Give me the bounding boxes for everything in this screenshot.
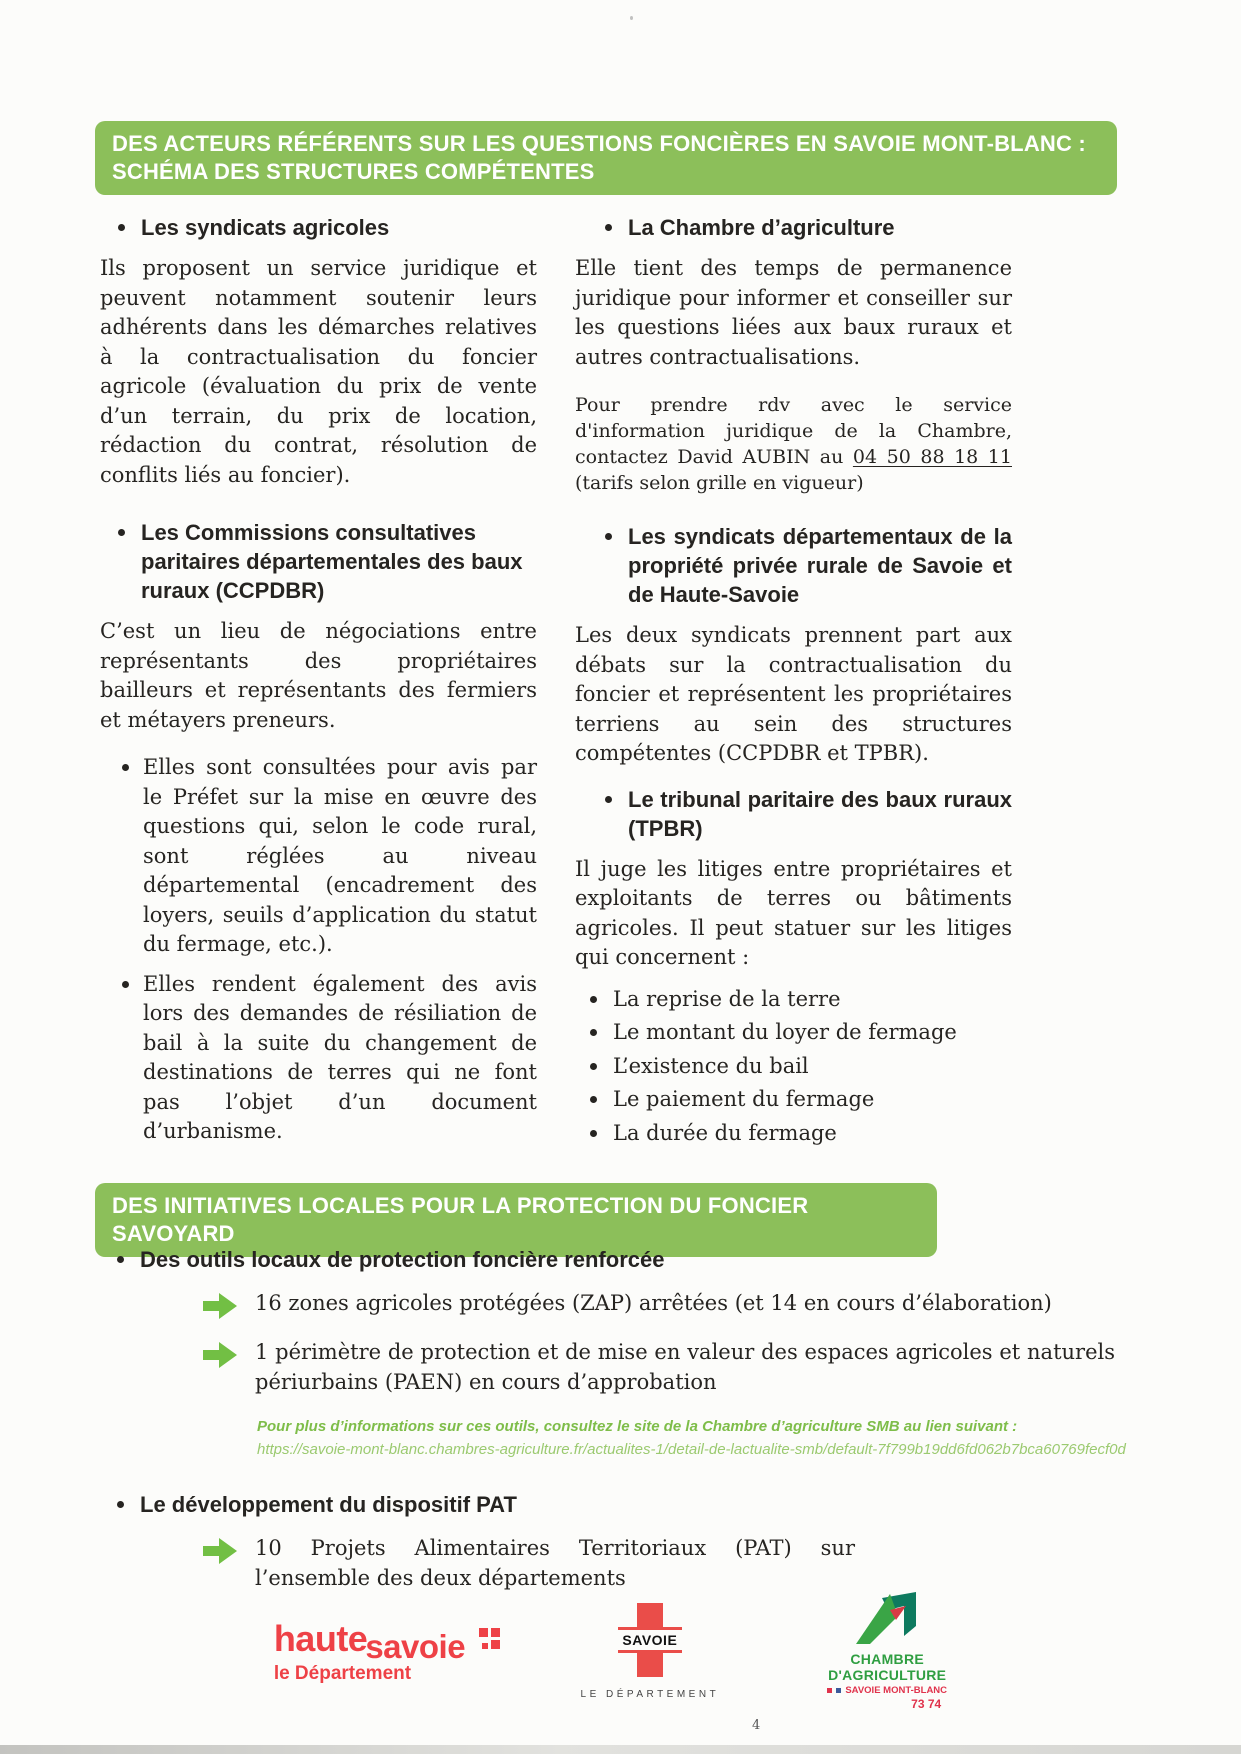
flag-square-icon	[827, 1688, 832, 1693]
paragraph-ccpdbr: C’est un lieu de négociations entre représentants des propriétaires bailleurs et représentants des fermiers et métayers preneurs.	[100, 619, 537, 732]
heading-chambre-agriculture	[575, 213, 1012, 242]
bullet-icon	[590, 996, 597, 1003]
bullet-icon	[605, 224, 612, 231]
bullet-icon	[605, 533, 612, 540]
haute-savoie-logo: hautesavoie le Département	[274, 1618, 493, 1685]
initiatives-section	[95, 1246, 1135, 1611]
footer-logos	[0, 1592, 1241, 1711]
info-link-block	[257, 1415, 1135, 1461]
heading-tpbr	[575, 785, 1012, 843]
two-column-body	[100, 201, 1012, 1157]
haute-savoie-subtitle: le Département	[273, 1663, 412, 1684]
chambre-agriculture-logo	[807, 1592, 967, 1711]
bullet-icon	[118, 224, 125, 231]
list-item: La reprise de la terre	[575, 985, 1012, 1015]
bullet-icon	[590, 1130, 597, 1137]
bullet-icon	[605, 796, 612, 803]
chambre-departments: 73 74	[911, 1697, 942, 1711]
green-arrow-icon	[203, 1342, 237, 1368]
heading-syndicats-agricoles	[100, 213, 537, 242]
paragraph-syndicats-departementaux: Les deux syndicats prennent part aux débats sur la contractualisation du foncier et représentent les propriétaires terriens au sein des structures compétentes (CCPDBR et TPBR).	[575, 623, 1012, 765]
list-item: La durée du fermage	[575, 1119, 1012, 1149]
green-arrow-icon	[203, 1293, 237, 1319]
info-label: Pour plus d’informations sur ces outils, consultez le site de la Chambre d’agriculture SMB au lien suivant :	[257, 1418, 1018, 1435]
heading-text: Le tribunal paritaire des baux ruraux (TPBR)	[628, 786, 1012, 841]
heading-text: Les syndicats agricoles	[141, 215, 390, 240]
paragraph-chambre: Elle tient des temps de permanence juridique pour informer et conseiller sur les questions liées aux baux ruraux et autres contractualisations.	[575, 256, 1012, 369]
scan-bottom-edge	[0, 1745, 1241, 1754]
chambre-wordmark-line1: CHAMBRE	[850, 1651, 925, 1667]
ccpdbr-point-1: Elles sont consultées pour avis par le Préfet sur la mise en œuvre des questions qui, selon le code rural, sont réglées au niveau départemental (encadrement des loyers, seuils d’application du statut du fermage, etc.).	[100, 753, 537, 960]
heading-text: La Chambre d’agriculture	[628, 215, 895, 240]
heading-text: Les Commissions consultatives paritaires départementales des baux ruraux (CCPDBR)	[141, 520, 523, 603]
list-item: Le montant du loyer de fermage	[575, 1018, 1012, 1048]
green-arrow-icon	[203, 1538, 237, 1564]
ccpdbr-point-2: Elles rendent également des avis lors des demandes de résiliation de bail à la suite du changement de destinations de terres qui ne font pas l’objet d’un document d’urbanisme.	[100, 970, 537, 1147]
list-item: L’existence du bail	[575, 1052, 1012, 1082]
bullet-icon	[117, 1256, 124, 1263]
savoie-logo	[581, 1603, 720, 1700]
header-banner	[95, 121, 1117, 195]
left-column	[100, 201, 537, 1157]
heading-text: Le développement du dispositif PAT	[140, 1492, 517, 1517]
page-number: 4	[752, 1718, 761, 1733]
savoie-wordmark: SAVOIE	[615, 1630, 685, 1650]
heading-text: Les syndicats départementaux de la propriété privée rurale de Savoie et de Haute-Savoie	[628, 524, 1012, 607]
header-banner-line2: SCHÉMA DES STRUCTURES COMPÉTENTES	[112, 159, 595, 184]
flag-square-icon	[836, 1688, 841, 1693]
haute-savoie-wordmark: haute	[273, 1618, 368, 1659]
note-rdv-contact: Pour prendre rdv avec le service d'information juridique de la Chambre, contactez David AUBIN au 04 50 88 18 11 (tarifs selon grille en vigueur)	[575, 394, 1012, 494]
initiative-zap: 16 zones agricoles protégées (ZAP) arrêtées (et 14 en cours d’élaboration)	[203, 1288, 1135, 1319]
tpbr-litiges-list	[575, 985, 1012, 1149]
chambre-mountain-icon	[854, 1592, 920, 1648]
bullet-icon	[122, 764, 129, 771]
heading-syndicats-departementaux	[575, 522, 1012, 609]
scan-speck	[630, 16, 633, 20]
bullet-icon	[590, 1063, 597, 1070]
initiative-pat: 10 Projets Alimentaires Territoriaux (PAT) sur l’ensemble des deux départements	[203, 1533, 1135, 1593]
bullet-icon	[590, 1029, 597, 1036]
phone-number: 04 50 88 18 11	[852, 446, 1012, 468]
savoie-cross-icon	[618, 1603, 682, 1677]
bullet-icon	[117, 1501, 124, 1508]
bullet-icon	[590, 1096, 597, 1103]
chambre-wordmark-line2: D'AGRICULTURE	[828, 1667, 947, 1683]
paragraph-tpbr: Il juge les litiges entre propriétaires et exploitants de terres ou bâtiments agricoles. Il peut statuer sur les litiges qui concernent :	[575, 856, 1012, 969]
heading-ccpdbr	[100, 518, 537, 605]
initiative-paen: 1 périmètre de protection et de mise en valeur des espaces agricoles et naturels périurbains (PAEN) en cours d’approbation	[203, 1337, 1135, 1397]
paragraph-syndicats: Ils proposent un service juridique et peuvent notamment soutenir leurs adhérents dans les démarches relatives à la contractualisation du foncier agricole (évaluation du prix de vente d’un terrain, du prix de location, rédaction du contrat, résolution de conflits liés au foncier).	[100, 256, 537, 487]
list-item: Le paiement du fermage	[575, 1085, 1012, 1115]
savoie-subtitle: LE DÉPARTEMENT	[580, 1689, 720, 1700]
initiatives-banner-title: DES INITIATIVES LOCALES POUR LA PROTECTION DU FONCIER SAVOYARD	[112, 1193, 809, 1246]
info-url: https://savoie-mont-blanc.chambres-agriculture.fr/actualites-1/detail-de-lactualite-smb/default-7f799b19dd6fd062b7bca60769fecf0d	[257, 1441, 1126, 1458]
bullet-icon	[122, 981, 129, 988]
bullet-icon	[118, 529, 125, 536]
right-column	[575, 201, 1012, 1157]
heading-outils-locaux	[95, 1246, 1135, 1274]
heading-dispositif-pat	[95, 1491, 1135, 1519]
haute-savoie-dots-icon	[479, 1628, 500, 1649]
heading-text: Des outils locaux de protection foncière renforcée	[140, 1247, 665, 1272]
chambre-region-line: SAVOIE MONT-BLANC	[807, 1685, 967, 1696]
header-banner-line1: DES ACTEURS RÉFÉRENTS SUR LES QUESTIONS FONCIÈRES EN SAVOIE MONT-BLANC :	[112, 131, 1086, 156]
